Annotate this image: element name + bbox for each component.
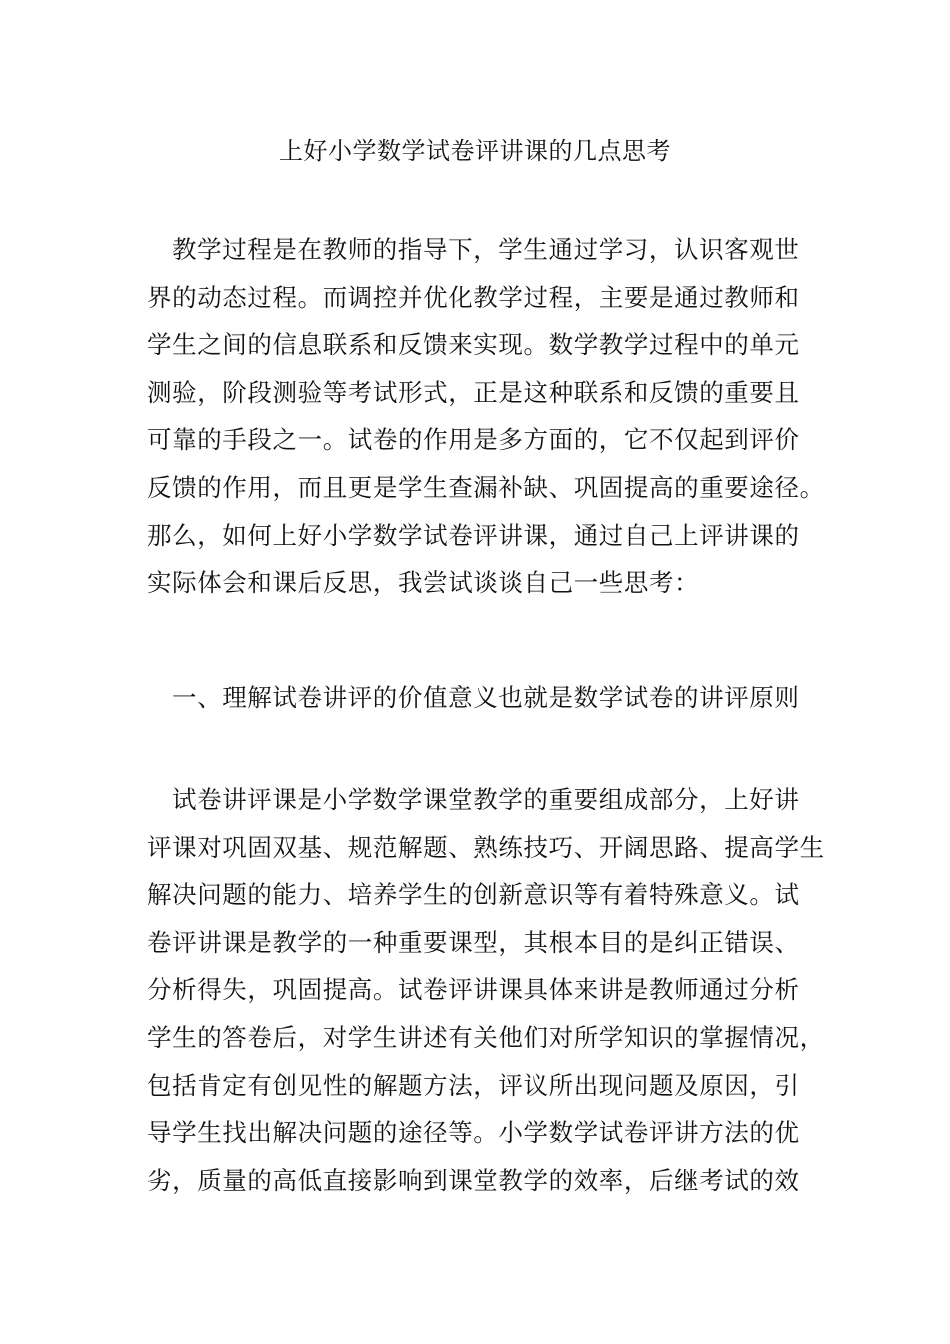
paragraph-line: 卷评讲课是教学的一种重要课型，其根本目的是纠正错误、 bbox=[147, 927, 800, 957]
section-heading-block bbox=[147, 674, 817, 722]
paragraph-line: 劣，质量的高低直接影响到课堂教学的效率，后继考试的效 bbox=[147, 1165, 800, 1195]
paragraph-line: 实际体会和课后反思，我尝试谈谈自己一些思考： bbox=[147, 568, 700, 598]
paragraph-line: 试卷讲评课是小学数学课堂教学的重要组成部分，上好讲 bbox=[172, 785, 800, 814]
section-paragraph bbox=[147, 776, 825, 1204]
paragraph-line: 评课对巩固双基、规范解题、熟练技巧、开阔思路、提高学生 bbox=[147, 832, 825, 862]
paragraph-line: 分析得失，巩固提高。试卷评讲课具体来讲是教师通过分析 bbox=[147, 975, 800, 1005]
paragraph-line: 学生的答卷后，对学生讲述有关他们对所学知识的掌握情况， bbox=[147, 1022, 825, 1052]
paragraph-line: 学生之间的信息联系和反馈来实现。数学教学过程中的单元 bbox=[147, 330, 800, 360]
paragraph-line: 导学生找出解决问题的途径等。小学数学试卷评讲方法的优 bbox=[147, 1118, 800, 1148]
document-title: 上好小学数学试卷评讲课的几点思考 bbox=[279, 137, 671, 165]
paragraph-line: 界的动态过程。而调控并优化教学过程，主要是通过教师和 bbox=[147, 282, 800, 312]
paragraph-line: 那么，如何上好小学数学试卷评讲课，通过自己上评讲课的 bbox=[147, 520, 800, 550]
paragraph-line: 教学过程是在教师的指导下，学生通过学习，认识客观世 bbox=[172, 235, 800, 264]
paragraph-line: 解决问题的能力、培养学生的创新意识等有着特殊意义。试 bbox=[147, 880, 800, 910]
intro-paragraph bbox=[147, 226, 825, 607]
section-heading: 一、理解试卷讲评的价值意义也就是数学试卷的讲评原则 bbox=[172, 683, 800, 712]
paragraph-line: 反馈的作用，而且更是学生查漏补缺、巩固提高的重要途径。 bbox=[147, 472, 825, 502]
paragraph-line: 测验，阶段测验等考试形式，正是这种联系和反馈的重要且 bbox=[147, 377, 800, 407]
paragraph-line: 包括肯定有创见性的解题方法，评议所出现问题及原因，引 bbox=[147, 1070, 800, 1100]
paragraph-line: 可靠的手段之一。试卷的作用是多方面的，它不仅起到评价 bbox=[147, 425, 800, 455]
